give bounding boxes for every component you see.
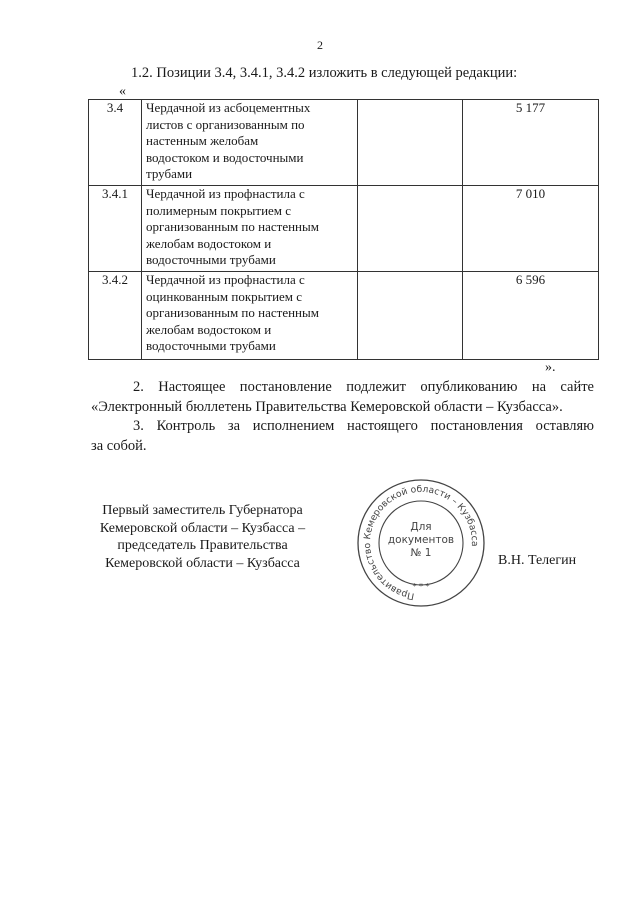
- position-value: 6 596: [463, 272, 599, 360]
- paragraph-line: 3. Контроль за исполнением настоящего постановления оставляю: [133, 418, 594, 434]
- position-value: 7 010: [463, 186, 599, 272]
- publication-paragraph: [91, 378, 594, 417]
- description-line: листов с организованным по: [146, 116, 305, 132]
- paragraph-line: «Электронный бюллетень Правительства Кемеровской области – Кузбасса».: [91, 398, 563, 415]
- quote-close: ».: [545, 360, 556, 375]
- position-code: 3.4: [89, 100, 142, 186]
- description-line: водостоком и водосточными: [146, 149, 304, 165]
- control-paragraph: [91, 417, 594, 456]
- description-line: организованным по настенным: [146, 305, 319, 321]
- position-line: председатель Правительства: [117, 538, 288, 553]
- description-line: организованным по настенным: [146, 219, 319, 235]
- page-number: 2: [317, 38, 323, 52]
- quote-open: «: [119, 84, 126, 99]
- position-unit: [358, 272, 463, 360]
- description-line: водосточными трубами: [146, 252, 276, 268]
- signatory-position: [70, 502, 335, 572]
- position-code: 3.4.2: [89, 272, 142, 360]
- position-unit: [358, 186, 463, 272]
- paragraph-line: за собой.: [91, 437, 147, 454]
- position-code: 3.4.1: [89, 186, 142, 272]
- table-row: [89, 186, 599, 272]
- description-line: желобам водостоком и: [146, 235, 272, 251]
- table-row: [89, 272, 599, 360]
- position-description: [142, 100, 358, 186]
- description-line: настенным желобам: [146, 133, 259, 149]
- description-line: оцинкованным покрытием с: [146, 288, 303, 304]
- position-unit: [358, 100, 463, 186]
- signatory-name: В.Н. Телегин: [498, 553, 577, 568]
- description-line: трубами: [146, 166, 193, 182]
- description-line: желобам водостоком и: [146, 321, 272, 337]
- official-stamp: [356, 478, 486, 608]
- stamp-center-line: документов: [387, 534, 455, 546]
- stamp-center-line: № 1: [410, 547, 432, 559]
- position-line: Первый заместитель Губернатора: [102, 503, 303, 518]
- stamp-ring-text: Правительство Кемеровской области – Кузбасса: [361, 483, 481, 602]
- position-line: Кемеровской области – Кузбасса –: [99, 520, 306, 536]
- position-description: [142, 186, 358, 272]
- paragraph-line: 2. Настоящее постановление подлежит опубликованию на сайте: [133, 379, 594, 395]
- position-value: 5 177: [463, 100, 599, 186]
- positions-table: [88, 99, 599, 360]
- stamp-stars: * * *: [412, 582, 430, 591]
- description-line: водосточными трубами: [146, 338, 276, 354]
- description-line: Чердачной из профнастила с: [146, 272, 305, 287]
- description-line: Чердачной из асбоцементных: [146, 100, 311, 115]
- position-description: [142, 272, 358, 360]
- stamp-center-line: Для: [410, 521, 432, 533]
- description-line: Чердачной из профнастила с: [146, 186, 305, 201]
- description-line: полимерным покрытием с: [146, 202, 292, 218]
- amendment-intro: 1.2. Позиции 3.4, 3.4.1, 3.4.2 изложить в следующей редакции:: [131, 65, 518, 81]
- table-row: [89, 100, 599, 186]
- position-line: Кемеровской области – Кузбасса: [105, 555, 300, 571]
